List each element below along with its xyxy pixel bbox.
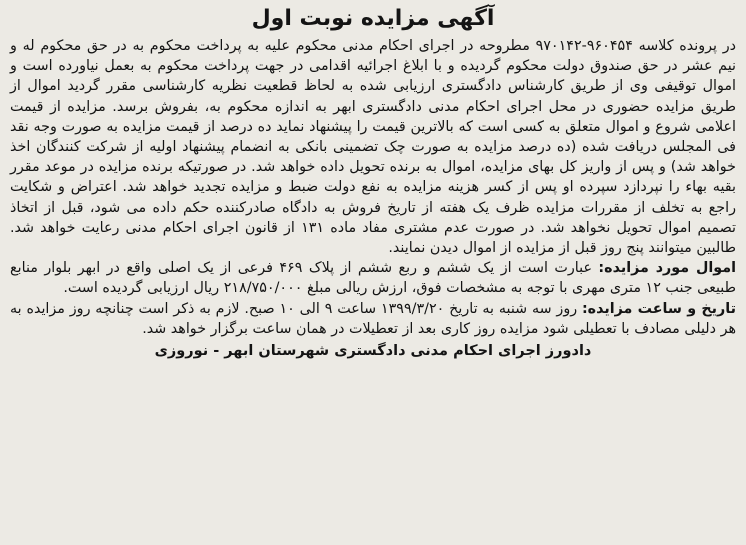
datetime-text: روز سه شنبه به تاریخ ۱۳۹۹/۳/۲۰ ساعت ۹ الی ۱۰ صبح. لازم به ذکر است چنانچه روز مزایده به هر دلیلی مصادف با تعطیلی شود مزایده روز کاری بعد از تعطیلات در همان ساعت برگزار خواهد شد. [10, 300, 736, 337]
property-label: اموال مورد مزایده: [598, 260, 736, 277]
property-section [10, 258, 736, 298]
datetime-label: تاریخ و ساعت مزایده: [581, 300, 737, 317]
notice-title: آگهی مزایده نوبت اول [251, 6, 495, 31]
signature: دادورز اجرای احکام مدنی دادگستری شهرستان ابهر - نوروزی [154, 343, 592, 360]
property-text: عبارت است از یک ششم و ربع ششم از پلاک ۴۶۹ فرعی از یک اصلی واقع در ابهر بلوار منابع طبیعی جنب ۱۲ متری مهری با توجه به مشخصات فوق، ارزش ریالی مبلغ ۲۱۸/۷۵۰/۰۰۰ ریال ارزیابی گردیده است. [10, 260, 736, 297]
datetime-section [10, 299, 736, 339]
notice-body: در پرونده کلاسه ۹۶۰۴۵۴-۹۷۰۱۴۲ مطروحه در اجرای احکام مدنی محکوم علیه به پرداخت محکوم به در حق محکوم له و نیم عشر در حق صندوق دولت محکوم گردیده و با ابلاغ اجرائیه اقدامی در جهت پرداخت محکوم به بعمل نیاورده است و اموال توقیفی وی از طریق کارشناس دادگستری ارزیابی شده به لحاظ قطعیت نظریه کارشناسی مقرر گردید اموال از طریق مزایده حضوری در محل اجرای احکام مدنی دادگستری ابهر به اندازه محکوم به، بفروش برسد. مزایده از قیمت اعلامی شروع و اموال متعلق به کسی است که بالاترین قیمت را پیشنهاد نماید ده درصد از قیمت مزایده به صورت وجه نقد فی المجلس دریافت شده (ده درصد مزایده به صورت چک تضمینی بانکی به انضمام پیشنهاد اولیه از شرکت کنندگان اخذ خواهد شد) و پس از واریز کل بهای مزایده، اموال به برنده تحویل داده خواهد شد. در صورتیکه برنده مزایده در موعد مقرر بقیه بهاء را نپردازد سپرده او پس از کسر هزینه مزایده به نفع دولت ضبط و مزایده تجدید خواهد شد. اعتراض و شکایت راجع به تخلف از مقررات مزایده ظرف یک هفته از تاریخ فروش به دادگاه صادرکننده حکم داده می شود، قبل از اتخاذ تصمیم اموال تحویل نخواهد شد. در صورت عدم مشتری مفاد ماده ۱۳۱ از قانون اجرای احکام مدنی رعایت خواهد شد. طالبین میتوانند پنج روز قبل از مزایده از اموال دیدن نمایند. [10, 38, 736, 257]
